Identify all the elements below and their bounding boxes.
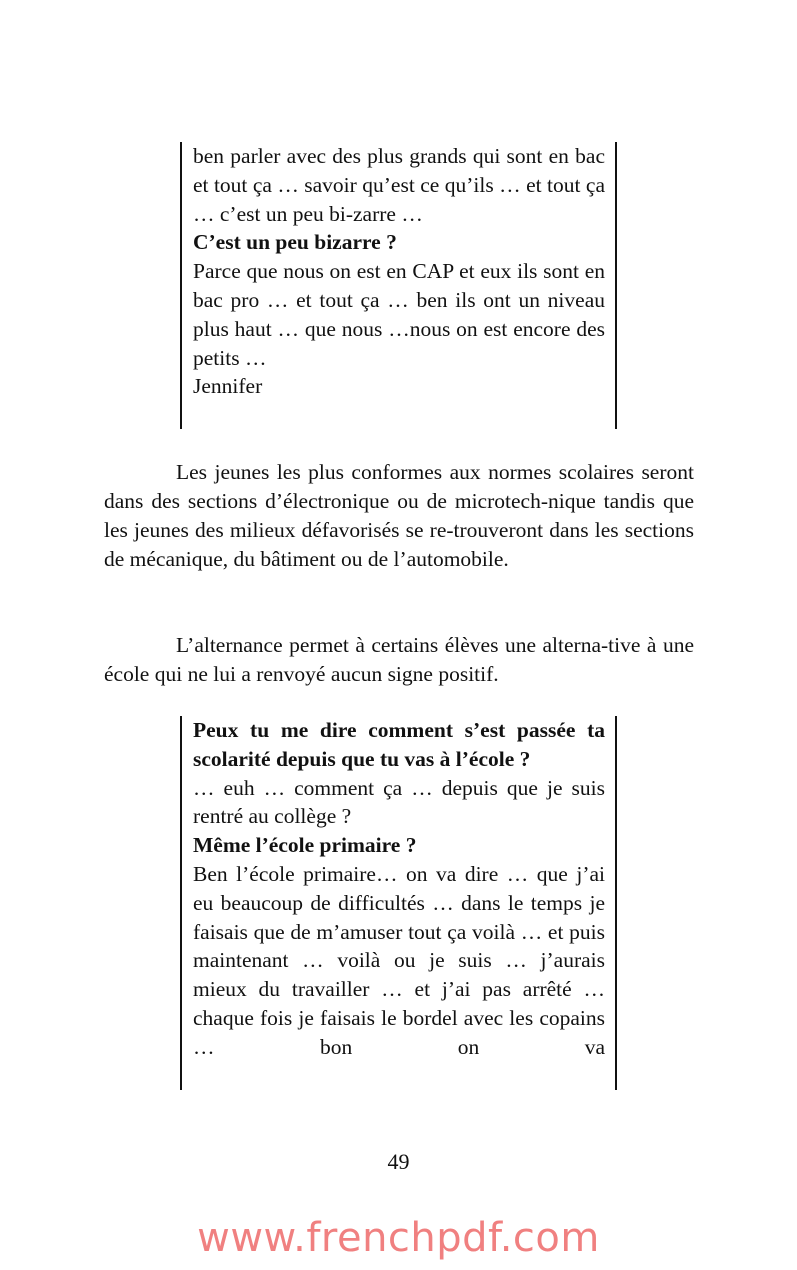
body-paragraph: L’alternance permet à certains élèves une alterna-tive à une école qui ne lui a renvoyé aucun signe positif.	[104, 633, 694, 686]
body-paragraph: Les jeunes les plus conformes aux normes scolaires seront dans des sections d’électronique ou de microtech-nique tandis que les jeunes des milieux défavorisés se re-trouveront dans les sections de mécanique, du bâtiment ou de l’automobile.	[104, 460, 694, 571]
interviewee-answer: Parce que nous on est en CAP et eux ils sont en bac pro … et tout ça … ben ils ont un niveau plus haut … que nous …nous on est encore des petits …	[193, 259, 605, 370]
page-number: 49	[387, 1149, 410, 1174]
interviewer-question: C’est un peu bizarre ?	[193, 230, 397, 255]
excerpt-text: ben parler avec des plus grands qui sont en bac et tout ça … savoir qu’est ce qu’ils … et tout ça … c’est un peu bi-zarre …	[193, 144, 605, 226]
interviewee-answer: … euh … comment ça … depuis que je suis rentré au collège ?	[193, 775, 605, 829]
speaker-name: Jennifer	[193, 374, 263, 399]
interviewee-answer: Ben l’école primaire… on va dire … que j’ai eu beaucoup de difficultés … dans le temps je faisais que de m’amuser tout ça voilà … et puis maintenant … voilà ou je suis … j’aurais mieux du travailler … et j’ai pas arrêté … chaque fois je faisais le bordel avec les copains … bon on va	[193, 861, 605, 1059]
interview-excerpt-scolarite	[180, 716, 617, 1090]
interviewer-question: Même l’école primaire ?	[193, 833, 417, 858]
interviewer-question: Peux tu me dire comment s’est passée ta scolarité depuis que tu vas à l’école ?	[193, 718, 605, 771]
site-watermark: www.frenchpdf.com	[197, 1215, 600, 1261]
interview-excerpt-jennifer	[180, 142, 617, 429]
